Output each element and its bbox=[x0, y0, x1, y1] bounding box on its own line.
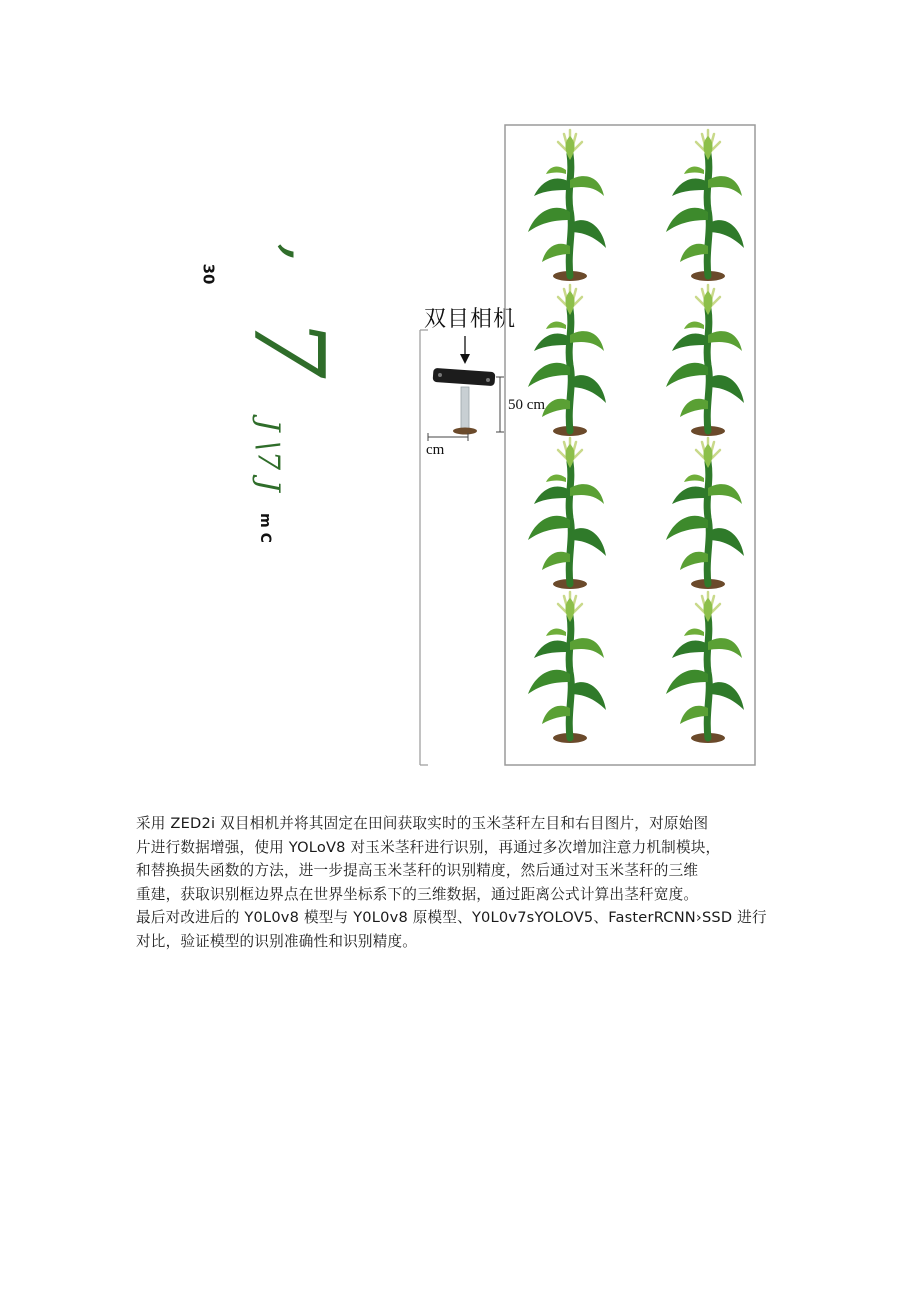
figure-caption bbox=[136, 812, 796, 954]
corn-plant bbox=[666, 130, 744, 281]
corn-plant bbox=[528, 285, 606, 436]
corn-plant bbox=[666, 285, 744, 436]
caption-line: 采用 ZED2i 双目相机并将其固定在田间获取实时的玉米茎秆左目和右目图片，对原始图 bbox=[136, 815, 709, 832]
caption-line: 片进行数据增强，使用 YOLoV8 对玉米茎秆进行识别，再通过多次增加注意力机制模块， bbox=[136, 838, 721, 856]
stereo-camera bbox=[433, 368, 496, 386]
corn-plant bbox=[528, 592, 606, 743]
corn-plant bbox=[528, 438, 606, 589]
rotated-glyph-small: J \7 J bbox=[250, 419, 286, 492]
rotated-glyph-top: ’ bbox=[231, 240, 306, 262]
camera-pole bbox=[461, 387, 469, 430]
corn-plant bbox=[666, 592, 744, 743]
caption-line: 最后对改进后的 Y0L0v8 模型与 Y0L0v8 原模型、Y0L0v7sYOLOV5、FasterRCNN›SSD 进行 bbox=[136, 909, 767, 927]
spacing-dimension-label: cm bbox=[426, 442, 445, 458]
rotated-unit-label: m C bbox=[256, 513, 273, 543]
caption-line: 重建，获取识别框边界点在世界坐标系下的三维数据，通过距离公式计算出茎秆宽度。 bbox=[136, 885, 699, 903]
camera-label: 双目相机 bbox=[424, 307, 517, 332]
corn-plant bbox=[666, 438, 744, 589]
corn-plant bbox=[528, 130, 606, 281]
rotated-glyph-mid: 7 bbox=[232, 317, 345, 379]
caption-line: 和替换损失函数的方法，进一步提高玉米茎秆的识别精度，然后通过对玉米茎秆的三维 bbox=[136, 862, 699, 880]
height-dimension-label: 50 cm bbox=[508, 397, 546, 413]
caption-line: 对比，验证模型的识别准确性和识别精度。 bbox=[136, 932, 418, 950]
rotated-number-label: 30 bbox=[199, 263, 218, 285]
